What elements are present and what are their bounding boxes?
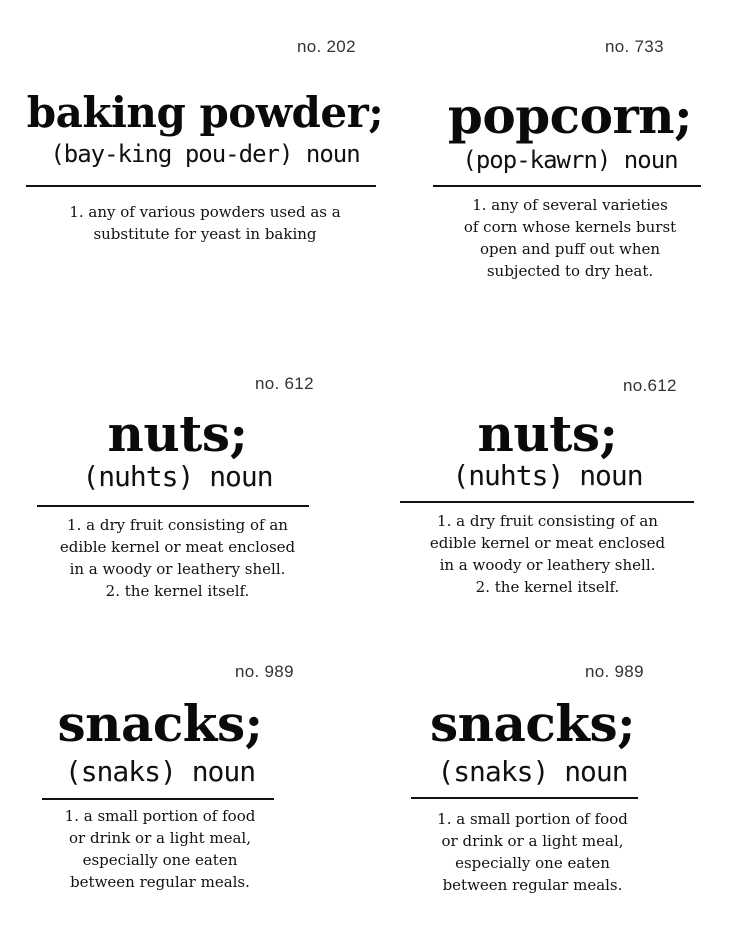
definition-line: especially one eaten <box>82 851 238 869</box>
definition-line: 1. a dry fruit consisting of an <box>67 516 288 534</box>
definition-line: 1. any of several varieties <box>472 196 668 214</box>
card-number: no. 612 <box>255 374 314 393</box>
card-divider <box>433 185 701 187</box>
definition-line: open and puff out when <box>479 240 661 258</box>
definition-line: in a woody or leathery shell. <box>69 560 286 578</box>
card-word: nuts; <box>477 404 618 463</box>
card-divider <box>37 505 309 507</box>
definition-line: 2. the kernel itself. <box>105 582 250 600</box>
card-word: popcorn; <box>447 86 693 145</box>
definition-line: 1. a small portion of food <box>64 807 256 825</box>
definition-line: subjected to dry heat. <box>486 262 654 280</box>
definition-line: edible kernel or meat enclosed <box>429 534 666 552</box>
card-word: snacks; <box>429 694 636 753</box>
definition-line: 1. a dry fruit consisting of an <box>437 512 658 530</box>
card-word: nuts; <box>107 404 248 463</box>
definition-line: 2. the kernel itself. <box>475 578 620 596</box>
definition-line: 1. a small portion of food <box>437 810 628 828</box>
card-divider <box>400 501 694 503</box>
definition-line: or drink or a light meal, <box>441 832 624 850</box>
definition-line: between regular meals. <box>442 876 623 894</box>
card-pronunciation: (snaks) noun <box>64 755 256 788</box>
card-number: no. 733 <box>605 37 664 56</box>
definition-line: or drink or a light meal, <box>69 829 251 847</box>
card-definition <box>0 514 355 602</box>
card-divider <box>42 798 274 800</box>
card-word: baking powder; <box>26 88 384 137</box>
card-divider <box>411 797 638 799</box>
card-pronunciation: (bay-king pou-der) noun <box>50 140 360 168</box>
card-pronunciation: (nuhts) noun <box>452 459 643 492</box>
card-number: no. 202 <box>297 37 356 56</box>
card-pronunciation: (nuhts) noun <box>82 460 273 493</box>
definition-line: in a woody or leathery shell. <box>439 556 656 574</box>
card-divider <box>26 185 376 187</box>
definition-line: 1. any of various powders used as a <box>69 203 341 221</box>
card-pronunciation: (pop-kawrn) noun <box>462 146 678 174</box>
card-definition <box>370 510 725 598</box>
definition-line: substitute for yeast in baking <box>93 225 317 243</box>
definition-line: of corn whose kernels burst <box>463 218 677 236</box>
card-pronunciation: (snaks) noun <box>437 755 628 788</box>
card-number: no. 989 <box>235 662 294 681</box>
card-definition <box>0 805 320 893</box>
card-definition <box>20 201 390 245</box>
definition-line: between regular meals. <box>70 873 250 891</box>
card-definition <box>370 808 695 896</box>
definition-line: especially one eaten <box>455 854 610 872</box>
card-number: no. 989 <box>585 662 644 681</box>
card-number: no.612 <box>623 376 677 395</box>
definition-line: edible kernel or meat enclosed <box>59 538 296 556</box>
card-word: snacks; <box>57 694 263 753</box>
card-definition <box>400 194 740 282</box>
